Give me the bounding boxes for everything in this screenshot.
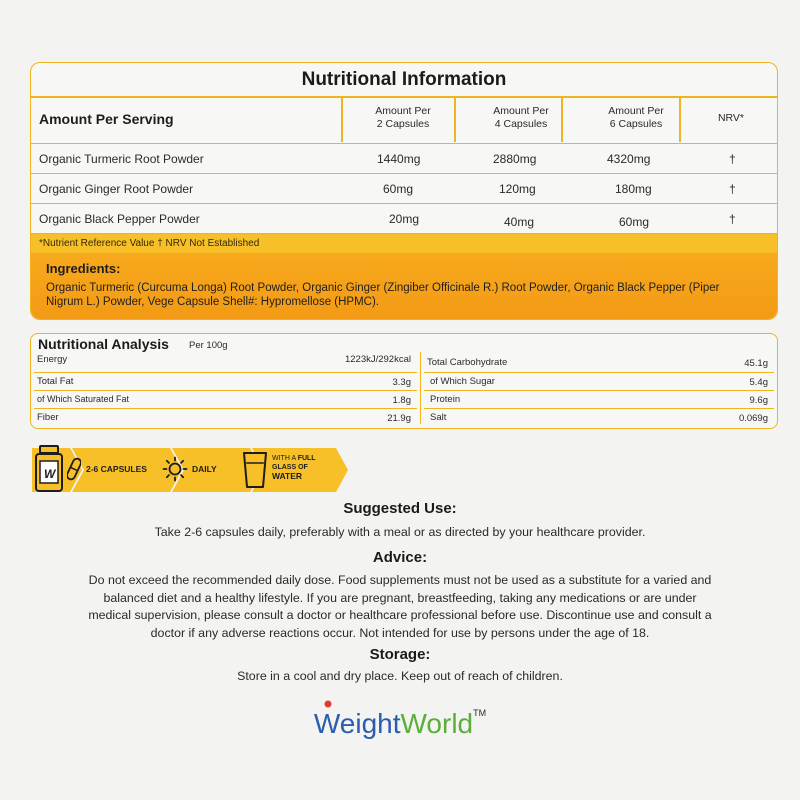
value-nrv: † [729,152,736,166]
analysis-label: Total Carbohydrate [427,357,508,368]
value-6-capsules: 60mg [619,215,650,229]
glass-icon [242,451,268,489]
water-line [272,472,316,482]
analysis-row [34,372,417,391]
value-2-capsules: 1440mg [377,152,421,166]
analysis-row [424,372,774,391]
analysis-label: Salt [430,412,447,423]
value-nrv: † [729,182,736,196]
analysis-label: of Which Saturated Fat [37,394,130,404]
ingredients-text: Organic Turmeric (Curcuma Longa) Root Powder, Organic Ginger (Zingiber Officinale R.) Root Powder, Organic Black Pepper (Piper Nigrum L.) Powder, Vege Capsule Shell#: Hypromellose (HPMC). [46,282,720,308]
value-6-capsules: 4320mg [607,152,651,166]
header-col-line: 2 Capsules [376,118,430,130]
logo-wordmark [314,708,486,740]
logo-tm: TM [473,708,487,718]
analysis-value: 3.3g [392,377,411,388]
analysis-label: Total Fat [37,376,74,387]
logo-world: World [400,708,474,739]
suggested-use-title: Suggested Use: [343,500,457,517]
table-header [31,98,777,142]
advice-line: doctor if any adverse reactions occur. Not intended for use by persons under the age of 18. [150,625,650,640]
header-col-line: Amount Per [608,105,664,117]
analysis-per: Per 100g [189,340,228,351]
analysis-value: 1223kJ/292kcal [344,354,411,365]
nutrition-title: Nutritional Information [301,69,507,90]
water-text: FULL [297,455,316,462]
value-4-capsules: 2880mg [493,152,537,166]
divider [561,98,563,142]
header-col-line: 4 Capsules [494,118,548,130]
brand-mark: W [44,467,56,481]
storage-title: Storage: [369,646,431,663]
advice-line: medical supervision, please consult a doctor or healthcare professional before use. Discontinue use and consult a [88,608,712,622]
ingredients-panel [31,253,777,319]
advice-text [22,572,778,642]
table-row [31,143,777,173]
water-text: WATER [272,471,303,481]
analysis-value: 45.1g [744,358,768,369]
ingredient-name: Organic Ginger Root Powder [39,182,194,196]
analysis-label: of Which Sugar [430,376,495,387]
analysis-label: Energy [37,354,68,365]
header-col-6-capsules [576,105,696,131]
analysis-row [424,390,774,409]
analysis-title: Nutritional Analysis [38,336,169,352]
divider [341,98,343,142]
analysis-row [34,390,417,409]
analysis-row [34,352,417,371]
advice-line: balanced diet and a healthy lifestyle. If you are pregnant, breastfeeding, taking any medications or are under [103,590,697,605]
daily-label: DAILY [192,464,217,474]
water-text: OF [298,464,308,471]
analysis-value: 9.6g [749,395,768,406]
ingredient-name: Organic Black Pepper Powder [39,212,200,226]
value-4-capsules: 120mg [499,182,536,196]
analysis-value: 0.069g [738,413,768,424]
header-col-line: Amount Per [375,105,431,117]
analysis-row [34,408,417,426]
water-text: WITH A [272,455,296,462]
ingredients-title: Ingredients: [46,261,121,276]
value-4-capsules: 40mg [504,215,535,229]
logo-weight: Weight [313,708,401,739]
weightworld-logo [0,708,800,740]
usage-banner [30,444,350,496]
table-row [31,203,777,233]
analysis-row [424,354,774,373]
nutrition-table [30,62,778,320]
storage-text: Store in a cool and dry place. Keep out of reach of children. [237,669,563,683]
table-row [31,173,777,203]
analysis-value: 1.8g [392,395,411,406]
analysis-label: Protein [430,394,461,405]
capsules-label: 2-6 CAPSULES [86,464,147,474]
value-2-capsules: 60mg [383,182,414,196]
water-line [272,454,316,463]
nutritional-analysis [30,333,778,429]
header-col-2-capsules [343,105,463,131]
divider [679,98,681,142]
footnote-text: *Nutrient Reference Value † NRV Not Established [39,238,260,249]
advice-title: Advice: [372,549,428,566]
ingredient-name: Organic Turmeric Root Powder [39,152,204,166]
header-col-4-capsules [461,105,581,131]
suggested-use-text: Take 2-6 capsules daily, preferably with a meal or as directed by your healthcare provider. [154,525,646,539]
capsule-icon [67,456,81,482]
divider [454,98,456,142]
analysis-label: Fiber [37,412,59,423]
value-6-capsules: 180mg [615,182,652,196]
header-col-nrv: NRV* [717,112,745,124]
analysis-row [424,408,774,426]
value-nrv: † [729,212,736,226]
header-amount-per-serving: Amount Per Serving [39,111,174,127]
logo-figure-icon [320,700,336,712]
header-col-line: Amount Per [493,105,549,117]
header-col-line: 6 Capsules [609,118,663,130]
water-label [272,454,316,482]
divider [420,352,421,424]
analysis-value: 5.4g [749,377,768,388]
analysis-value: 21.9g [387,413,411,424]
advice-line: Do not exceed the recommended daily dose. Food supplements must not be used as a substitute for a varied and [88,573,712,587]
nrv-footnote [31,233,777,253]
value-2-capsules: 20mg [389,212,420,226]
sun-icon [162,456,188,482]
water-text: GLASS [272,464,297,471]
